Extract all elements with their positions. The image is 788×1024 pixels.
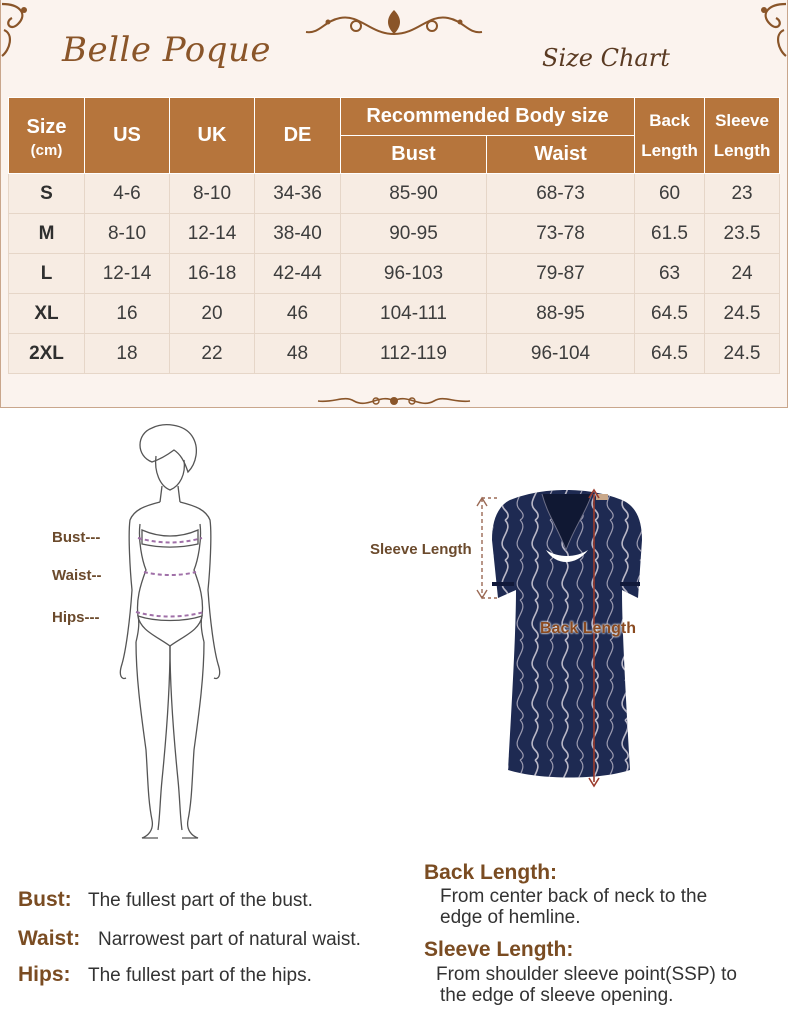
cell-bust: 90-95: [341, 214, 487, 254]
body-figure-illustration: [100, 420, 240, 850]
cell-back: 64.5: [635, 334, 705, 374]
def-sleeve-term: Sleeve Length:: [424, 938, 574, 961]
cell-size: 2XL: [9, 334, 85, 374]
cell-uk: 12-14: [170, 214, 255, 254]
cell-uk: 16-18: [170, 254, 255, 294]
table-row: [9, 254, 780, 294]
def-bust-term: Bust:: [18, 888, 72, 911]
label-bust: Bust---: [52, 529, 101, 546]
cell-de: 42-44: [255, 254, 341, 294]
label-hips: Hips---: [52, 609, 100, 626]
def-back-text-2: edge of hemline.: [440, 907, 581, 928]
def-sleeve-text-2: the edge of sleeve opening.: [440, 985, 674, 1006]
corner-ornament-top-right: [748, 0, 788, 60]
cell-waist: 96-104: [487, 334, 635, 374]
cell-sleeve: 24.5: [705, 334, 780, 374]
def-waist-text: Narrowest part of natural waist.: [98, 929, 361, 950]
cell-us: 16: [85, 294, 170, 334]
header-waist: Waist: [487, 136, 635, 174]
cell-sleeve: 24: [705, 254, 780, 294]
label-sleeve-length: Sleeve Length: [370, 541, 472, 558]
def-hips-term: Hips:: [18, 963, 71, 986]
table-row: [9, 174, 780, 214]
cell-bust: 85-90: [341, 174, 487, 214]
cell-us: 18: [85, 334, 170, 374]
def-sleeve-text-1: From shoulder sleeve point(SSP) to: [436, 964, 737, 985]
header-back-length: [635, 98, 705, 174]
header-back-2: Length: [641, 140, 698, 160]
header-us: US: [85, 98, 170, 174]
cell-size: L: [9, 254, 85, 294]
table-row: [9, 214, 780, 254]
cell-waist: 88-95: [487, 294, 635, 334]
def-back-text-1: From center back of neck to the: [440, 886, 708, 907]
cell-size: M: [9, 214, 85, 254]
corner-ornament-top-left: [0, 0, 40, 60]
header-size: [9, 98, 85, 174]
header-size-label: Size: [26, 116, 67, 138]
cell-waist: 79-87: [487, 254, 635, 294]
cell-back: 64.5: [635, 294, 705, 334]
sleeve-length-indicator: [472, 494, 502, 604]
def-hips-text: The fullest part of the hips.: [88, 965, 312, 986]
cell-de: 48: [255, 334, 341, 374]
header-sleeve-length: [705, 98, 780, 174]
label-back-length: Back Length: [540, 620, 637, 637]
cell-bust: 112-119: [341, 334, 487, 374]
cell-uk: 8-10: [170, 174, 255, 214]
header-sleeve-1: Sleeve: [715, 110, 769, 130]
cell-de: 38-40: [255, 214, 341, 254]
cell-sleeve: 24.5: [705, 294, 780, 334]
header-recommended: Recommended Body size: [341, 98, 635, 136]
cell-us: 4-6: [85, 174, 170, 214]
cell-waist: 73-78: [487, 214, 635, 254]
header-sleeve-2: Length: [713, 140, 771, 160]
cell-bust: 96-103: [341, 254, 487, 294]
table-row: [9, 334, 780, 374]
cell-sleeve: 23: [705, 174, 780, 214]
cell-back: 60: [635, 174, 705, 214]
cell-back: 61.5: [635, 214, 705, 254]
cell-back: 63: [635, 254, 705, 294]
cell-bust: 104-111: [341, 294, 487, 334]
scroll-ornament-bottom: [314, 389, 474, 413]
cell-us: 12-14: [85, 254, 170, 294]
cell-size: XL: [9, 294, 85, 334]
cell-waist: 68-73: [487, 174, 635, 214]
cell-de: 46: [255, 294, 341, 334]
cell-uk: 22: [170, 334, 255, 374]
def-bust-text: The fullest part of the bust.: [88, 890, 313, 911]
header-de: DE: [255, 98, 341, 174]
header-size-unit: (cm): [30, 142, 63, 159]
label-waist: Waist--: [52, 567, 102, 584]
header-bust: Bust: [341, 136, 487, 174]
header-back-1: Back: [649, 110, 690, 130]
cell-sleeve: 23.5: [705, 214, 780, 254]
brand-logo: Belle Poque: [62, 30, 272, 70]
table-row: [9, 294, 780, 334]
cell-size: S: [9, 174, 85, 214]
size-table: [8, 97, 780, 374]
page-title: Size Chart: [542, 44, 670, 72]
cell-us: 8-10: [85, 214, 170, 254]
cell-uk: 20: [170, 294, 255, 334]
header-uk: UK: [170, 98, 255, 174]
scroll-ornament-top: [300, 4, 488, 46]
def-back-term: Back Length:: [424, 861, 558, 884]
def-waist-term: Waist:: [18, 927, 81, 950]
cell-de: 34-36: [255, 174, 341, 214]
